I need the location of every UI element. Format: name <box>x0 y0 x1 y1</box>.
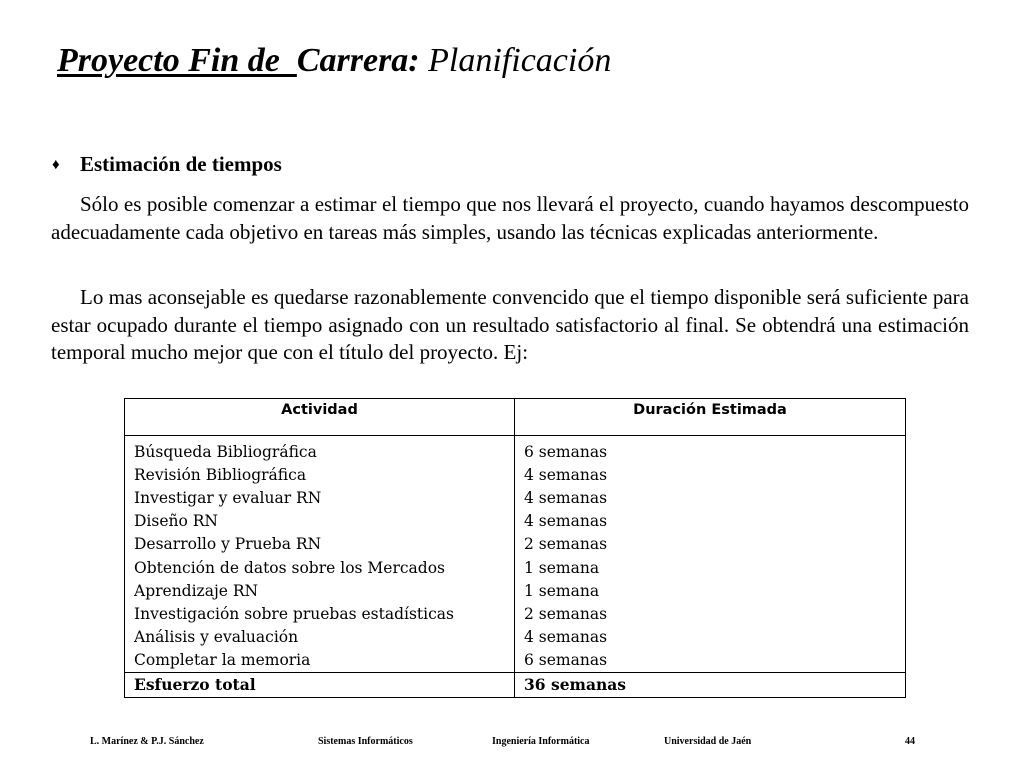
table-row <box>125 579 906 602</box>
table-row <box>125 626 906 649</box>
duration-cell: 1 semana <box>515 556 906 579</box>
paragraph-2: Lo mas aconsejable es quedarse razonablemente convencido que el tiempo disponible será suficiente para estar ocupado durante el tiempo asignado con un resultado satisfactorio al final. Se obtendrá una estimación temporal mucho mejor que con el título del proyecto. Ej: <box>51 285 969 364</box>
duration-cell: 6 semanas <box>515 649 906 673</box>
duration-cell: 4 semanas <box>515 510 906 533</box>
duration-cell: 6 semanas <box>515 436 906 464</box>
table-row <box>125 556 906 579</box>
title-part-3: Planificación <box>419 42 612 79</box>
total-value: 36 semanas <box>515 672 906 697</box>
table-header-row <box>125 399 906 436</box>
footer-authors: L. Marínez & P.J. Sánchez <box>90 736 204 747</box>
paragraph-1: Sólo es posible comenzar a estimar el tiempo que nos llevará el proyecto, cuando hayamos descompuesto adecuadamente cada objetivo en tareas más simples, usando las técnicas explicadas anteriormente. <box>51 192 969 244</box>
diamond-bullet-icon: ♦ <box>52 157 60 173</box>
slide-title <box>57 42 611 80</box>
duration-cell: 2 semanas <box>515 533 906 556</box>
time-estimation-table <box>124 398 906 698</box>
activity-cell: Búsqueda Bibliográfica <box>125 436 515 464</box>
section-heading: Estimación de tiempos <box>80 152 282 176</box>
activity-cell: Completar la memoria <box>125 649 515 673</box>
duration-cell: 1 semana <box>515 579 906 602</box>
activity-cell: Análisis y evaluación <box>125 626 515 649</box>
activity-cell: Aprendizaje RN <box>125 579 515 602</box>
table-row <box>125 649 906 673</box>
activity-cell: Investigar y evaluar RN <box>125 486 515 509</box>
duration-cell: 2 semanas <box>515 602 906 625</box>
activity-cell: Desarrollo y Prueba RN <box>125 533 515 556</box>
table-row <box>125 602 906 625</box>
activity-cell: Obtención de datos sobre los Mercados <box>125 556 515 579</box>
duration-cell: 4 semanas <box>515 626 906 649</box>
duration-cell: 4 semanas <box>515 463 906 486</box>
table-row <box>125 533 906 556</box>
activity-cell: Investigación sobre pruebas estadísticas <box>125 602 515 625</box>
header-duration: Duración Estimada <box>515 399 906 436</box>
title-part-1: Proyecto Fin de <box>57 42 297 79</box>
table-row <box>125 436 906 464</box>
duration-cell: 4 semanas <box>515 486 906 509</box>
footer-university: Universidad de Jaén <box>664 736 752 747</box>
section-heading-row <box>52 152 282 177</box>
title-part-2: Carrera: <box>296 42 420 79</box>
header-activity: Actividad <box>125 399 515 436</box>
activity-cell: Diseño RN <box>125 510 515 533</box>
activity-cell: Revisión Bibliográfica <box>125 463 515 486</box>
table-total-row <box>125 672 906 697</box>
footer-subject: Sistemas Informáticos <box>318 736 413 747</box>
footer-degree: Ingeniería Informática <box>492 736 590 747</box>
table-row <box>125 463 906 486</box>
table-row <box>125 510 906 533</box>
table-row <box>125 486 906 509</box>
page-number: 44 <box>905 736 915 747</box>
total-label: Esfuerzo total <box>125 672 515 697</box>
